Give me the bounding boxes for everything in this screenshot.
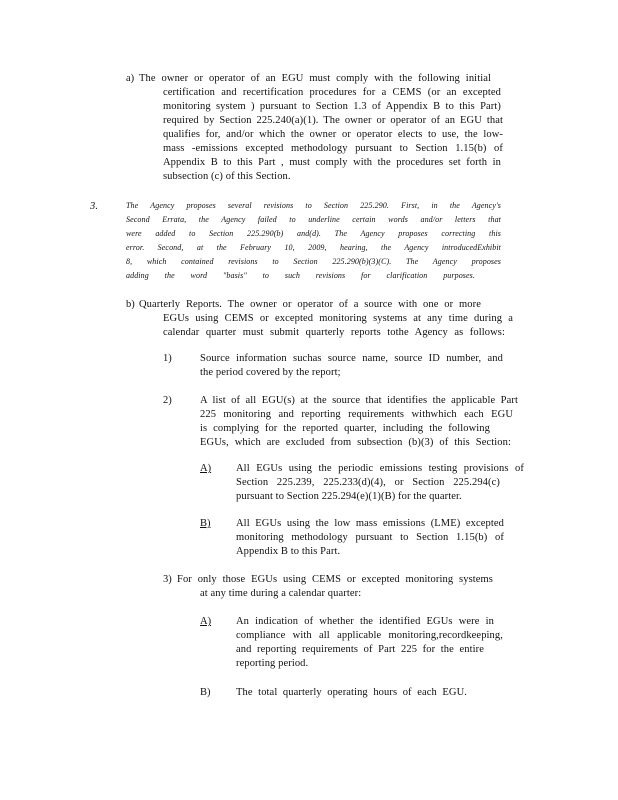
para-b-marker: b) [126,299,135,310]
item-2-line-1: A list of all EGU(s) at the source that identifies the applicable Part [200,395,518,406]
item-3-line-2: at any time during a calendar quarter: [200,588,362,599]
para-a-marker: a) [126,73,135,84]
item-3B-marker: B) [200,687,211,698]
item-3-line-1: For only those EGUs using CEMS or excepted monitoring systems [177,574,493,585]
item-1-line-1: Source information suchas source name, source ID number, and [200,353,503,364]
item-2-line-3: is complying for the reported quarter, including the following [200,423,490,434]
item-3A-marker: A) [200,616,212,627]
para-b-line-3: calendar quarter must submit quarterly reports tothe Agency as follows: [163,327,505,338]
item-2A-line-2: Section 225.239, 225.233(d)(4), or Section 225.294(c) [236,477,500,488]
para-a-line-7: Appendix B to this Part , must comply with the procedures set forth in [163,157,501,168]
para-b-line-1: Quarterly Reports. The owner or operator of a source with one or more [139,299,481,310]
para-a-line-5: qualifies for, and/or which the owner or operator elects to use, the low- [163,129,503,140]
item-2-marker: 2) [163,395,172,406]
para-b-line-2: EGUs using CEMS or excepted monitoring systems at any time during a [163,313,513,324]
item-2A-line-3: pursuant to Section 225.294(e)(1)(B) for the quarter. [236,491,462,502]
item-1-marker: 1) [163,353,172,364]
item-2B-marker: B) [200,518,211,529]
para-a-line-3: monitoring system ) pursuant to Section 1.3 of Appendix B to this Part) [163,101,501,112]
item-3A-line-2: compliance with all applicable monitoring,recordkeeping, [236,630,503,641]
item-3A-line-1: An indication of whether the identified EGUs were in [236,616,494,627]
item-2B-line-3: Appendix B to this Part. [236,546,341,557]
note-line-1: The Agency proposes several revisions to Section 225.290. First, in the Agency's [126,201,501,210]
item-3A-line-4: reporting period. [236,658,309,669]
item-2-line-2: 225 monitoring and reporting requirements withwhich each EGU [200,409,513,420]
item-2A-marker: A) [200,463,212,474]
note-line-2: Second Errata, the Agency failed to underline certain words and/or letters that [126,215,501,224]
item-3A-line-3: and reporting requirements of Part 225 for the entire [236,644,484,655]
para-a-line-6: mass -emissions excepted methodology pursuant to Section 1.15(b) of [163,143,503,154]
note-number: 3. [90,201,99,212]
item-3-marker: 3) [163,574,172,585]
item-2B-line-2: monitoring methodology pursuant to Section 1.15(b) of [236,532,504,543]
para-a-line-2: certification and recertification procedures for a CEMS (or an excepted [163,87,501,98]
para-a-line-4: required by Section 225.240(a)(1). The owner or operator of an EGU that [163,115,503,126]
note-line-5: 8, which contained revisions to Section 225.290(b)(3)(C). The Agency proposes [126,257,501,266]
para-a-line-8: subsection (c) of this Section. [163,171,291,182]
note-line-4: error. Second, at the February 10, 2009, hearing, the Agency introducedExhibit [126,243,501,252]
para-a-line-1: The owner or operator of an EGU must comply with the following initial [139,73,491,84]
item-1-line-2: the period covered by the report; [200,367,341,378]
item-3B-line-1: The total quarterly operating hours of each EGU. [236,687,467,698]
note-line-6: adding the word "basis" to such revisions for clarification purposes. [126,271,475,280]
note-line-3: were added to Section 225.290(b) and(d). The Agency proposes correcting this [126,229,501,238]
item-2A-line-1: All EGUs using the periodic emissions testing provisions of [236,463,524,474]
item-2B-line-1: All EGUs using the low mass emissions (LME) excepted [236,518,504,529]
item-2-line-4: EGUs, which are excluded from subsection (b)(3) of this Section: [200,437,511,448]
